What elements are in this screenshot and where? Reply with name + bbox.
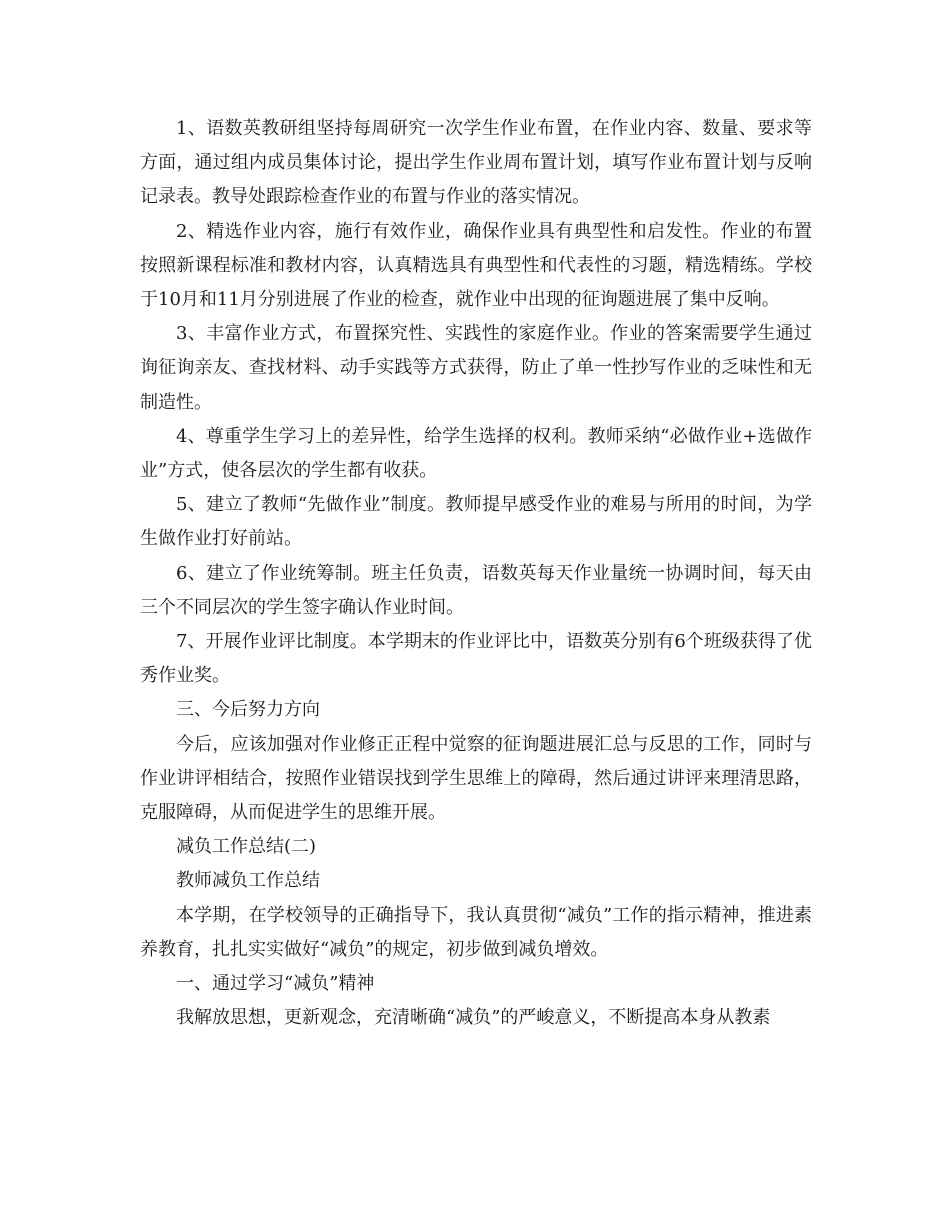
paragraph-homework-methods: 3、丰富作业方式，布置探究性、实践性的家庭作业。作业的答案需要学生通过询征询亲友、查找材料、动手实践等方式获得，防止了单一性抄写作业的乏味性和无制造性。 [140, 323, 812, 413]
paragraph-homework-research: 1、语数英教研组坚持每周研究一次学生作业布置，在作业内容、数量、要求等方面，通过组内成员集体讨论，提出学生作业周布置计划，填写作业布置计划与反响记录表。教导处跟踪检查作业的布置与作业的落实情况。 [140, 118, 812, 208]
section-heading-future-direction: 三、今后努力方向 [176, 699, 320, 721]
paragraph-homework-evaluation: 7、开展作业评比制度。本学期末的作业评比中，语数英分别有6个班级获得了优秀作业奖。 [140, 631, 812, 687]
paragraph-homework-selection: 2、精选作业内容，施行有效作业，确保作业具有典型性和启发性。作业的布置按照新课程标准和教材内容，认真精选具有典型性和代表性的习题，精选精练。学校于10月和11月分别进展了作业的检查，就作业中出现的征询题进展了集中反响。 [140, 220, 812, 311]
paragraph-semester-intro: 本学期，在学校领导的正确指导下，我认真贯彻“减负”工作的指示精神，推进素养教育，扎扎实实做好“减负”的规定，初步做到减负增效。 [140, 904, 812, 960]
section-heading-study-spirit: 一、通过学习“减负”精神 [176, 973, 375, 995]
paragraph-student-differences: 4、尊重学生学习上的差异性，给学生选择的权利。教师采纳“必做作业+选做作业”方式，使各层次的学生都有收获。 [140, 425, 812, 482]
paragraph-liberate-thinking: 我解放思想，更新观念，充清晰确“减负”的严峻意义，不断提高本身从教素 [176, 1007, 771, 1029]
paragraph-future-direction: 今后，应该加强对作业修正正程中觉察的征询题进展汇总与反思的工作，同时与作业讲评相结合，按照作业错误找到学生思维上的障碍，然后通过讲评来理清思路，克服障碍，从而促进学生的思维开展。 [140, 733, 812, 824]
paragraph-homework-coordination: 6、建立了作业统筹制。班主任负责，语数英每天作业量统一协调时间，每天由三个不同层次的学生签字确认作业时间。 [140, 562, 812, 618]
section-subtitle-teacher-summary: 教师减负工作总结 [176, 870, 320, 892]
section-title-summary-two: 减负工作总结(二) [176, 836, 317, 858]
document-page [140, 112, 812, 1035]
paragraph-teacher-first: 5、建立了教师“先做作业”制度。教师提早感受作业的难易与所用的时间，为学生做作业打好前站。 [140, 494, 812, 550]
